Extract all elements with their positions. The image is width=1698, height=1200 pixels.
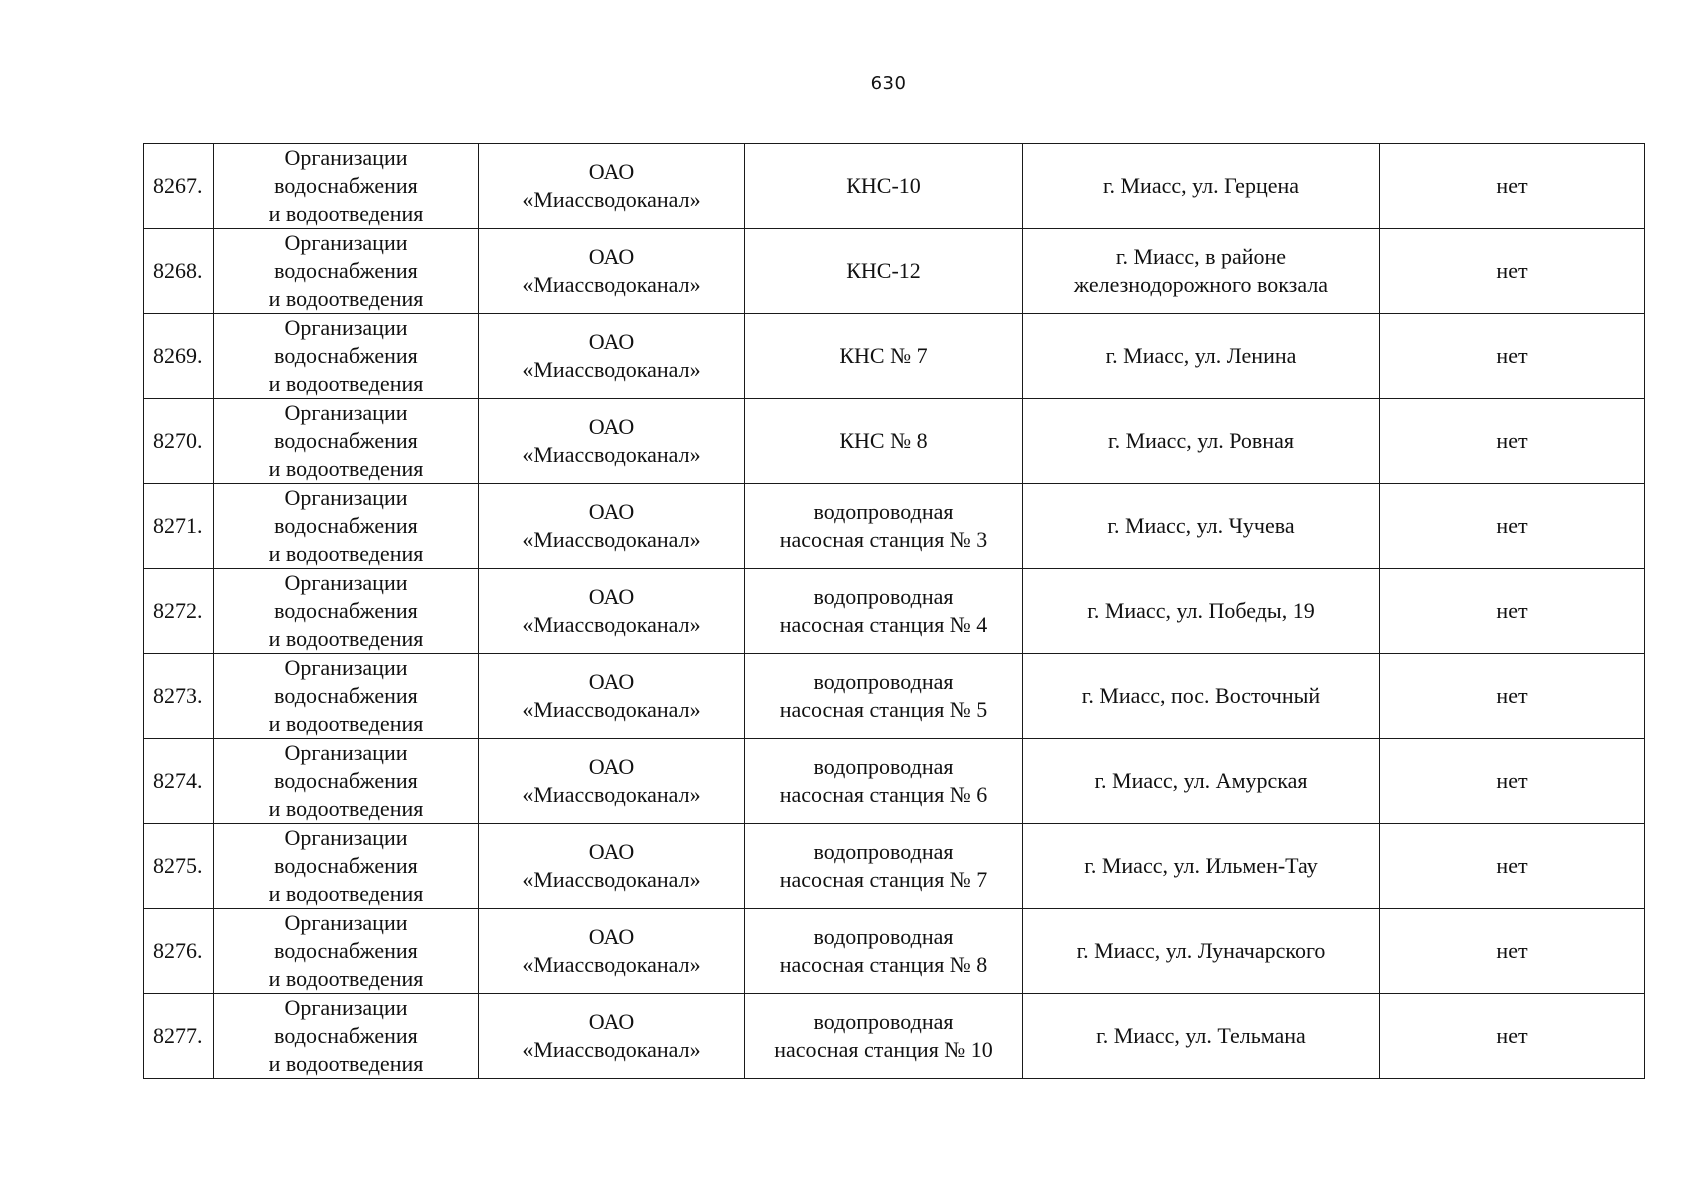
cell-status: нет bbox=[1380, 144, 1645, 229]
cell-category: Организации водоснабжения и водоотведения bbox=[214, 484, 479, 569]
cell-number: 8267. bbox=[144, 144, 214, 229]
cell-number: 8271. bbox=[144, 484, 214, 569]
cell-status: нет bbox=[1380, 739, 1645, 824]
cell-status: нет bbox=[1380, 909, 1645, 994]
cell-category: Организации водоснабжения и водоотведения bbox=[214, 909, 479, 994]
cell-number: 8270. bbox=[144, 399, 214, 484]
cell-organization: ОАО «Миассводоканал» bbox=[479, 739, 745, 824]
cell-status: нет bbox=[1380, 229, 1645, 314]
cell-number: 8277. bbox=[144, 994, 214, 1079]
table-row bbox=[144, 824, 1645, 909]
cell-address: г. Миасс, ул. Ильмен-Тау bbox=[1023, 824, 1380, 909]
cell-number: 8275. bbox=[144, 824, 214, 909]
cell-address: г. Миасс, ул. Ровная bbox=[1023, 399, 1380, 484]
cell-number: 8276. bbox=[144, 909, 214, 994]
cell-address: г. Миасс, в районе железнодорожного вокзала bbox=[1023, 229, 1380, 314]
cell-number: 8272. bbox=[144, 569, 214, 654]
cell-status: нет bbox=[1380, 484, 1645, 569]
cell-category: Организации водоснабжения и водоотведения bbox=[214, 994, 479, 1079]
cell-facility: водопроводная насосная станция № 6 bbox=[745, 739, 1023, 824]
table-row bbox=[144, 314, 1645, 399]
cell-facility: водопроводная насосная станция № 8 bbox=[745, 909, 1023, 994]
cell-status: нет bbox=[1380, 654, 1645, 739]
cell-category: Организации водоснабжения и водоотведения bbox=[214, 314, 479, 399]
page-number: 630 bbox=[870, 73, 907, 94]
table-row bbox=[144, 484, 1645, 569]
cell-organization: ОАО «Миассводоканал» bbox=[479, 569, 745, 654]
cell-address: г. Миасс, ул. Победы, 19 bbox=[1023, 569, 1380, 654]
registry-table-body bbox=[144, 144, 1645, 1079]
cell-organization: ОАО «Миассводоканал» bbox=[479, 824, 745, 909]
cell-category: Организации водоснабжения и водоотведения bbox=[214, 654, 479, 739]
table-row bbox=[144, 739, 1645, 824]
cell-category: Организации водоснабжения и водоотведения bbox=[214, 739, 479, 824]
cell-number: 8268. bbox=[144, 229, 214, 314]
cell-facility: КНС-10 bbox=[745, 144, 1023, 229]
cell-address: г. Миасс, ул. Луначарского bbox=[1023, 909, 1380, 994]
table-row bbox=[144, 909, 1645, 994]
table-row bbox=[144, 399, 1645, 484]
cell-status: нет bbox=[1380, 314, 1645, 399]
table-row bbox=[144, 569, 1645, 654]
cell-address: г. Миасс, ул. Ленина bbox=[1023, 314, 1380, 399]
registry-table bbox=[143, 143, 1645, 1079]
cell-category: Организации водоснабжения и водоотведения bbox=[214, 229, 479, 314]
cell-number: 8274. bbox=[144, 739, 214, 824]
cell-organization: ОАО «Миассводоканал» bbox=[479, 994, 745, 1079]
cell-facility: водопроводная насосная станция № 10 bbox=[745, 994, 1023, 1079]
cell-status: нет bbox=[1380, 569, 1645, 654]
cell-address: г. Миасс, ул. Чучева bbox=[1023, 484, 1380, 569]
cell-address: г. Миасс, ул. Тельмана bbox=[1023, 994, 1380, 1079]
cell-address: г. Миасс, ул. Амурская bbox=[1023, 739, 1380, 824]
table-row bbox=[144, 654, 1645, 739]
cell-facility: водопроводная насосная станция № 5 bbox=[745, 654, 1023, 739]
table-row bbox=[144, 144, 1645, 229]
cell-facility: водопроводная насосная станция № 4 bbox=[745, 569, 1023, 654]
cell-category: Организации водоснабжения и водоотведения bbox=[214, 824, 479, 909]
cell-facility: водопроводная насосная станция № 7 bbox=[745, 824, 1023, 909]
cell-address: г. Миасс, пос. Восточный bbox=[1023, 654, 1380, 739]
cell-organization: ОАО «Миассводоканал» bbox=[479, 144, 745, 229]
cell-facility: КНС № 8 bbox=[745, 399, 1023, 484]
cell-category: Организации водоснабжения и водоотведения bbox=[214, 144, 479, 229]
cell-number: 8269. bbox=[144, 314, 214, 399]
cell-organization: ОАО «Миассводоканал» bbox=[479, 654, 745, 739]
cell-organization: ОАО «Миассводоканал» bbox=[479, 909, 745, 994]
table-row bbox=[144, 229, 1645, 314]
table-row bbox=[144, 994, 1645, 1079]
cell-organization: ОАО «Миассводоканал» bbox=[479, 484, 745, 569]
cell-status: нет bbox=[1380, 399, 1645, 484]
cell-number: 8273. bbox=[144, 654, 214, 739]
cell-category: Организации водоснабжения и водоотведения bbox=[214, 569, 479, 654]
cell-organization: ОАО «Миассводоканал» bbox=[479, 314, 745, 399]
cell-organization: ОАО «Миассводоканал» bbox=[479, 399, 745, 484]
cell-facility: КНС-12 bbox=[745, 229, 1023, 314]
cell-address: г. Миасс, ул. Герцена bbox=[1023, 144, 1380, 229]
cell-facility: КНС № 7 bbox=[745, 314, 1023, 399]
cell-status: нет bbox=[1380, 824, 1645, 909]
cell-status: нет bbox=[1380, 994, 1645, 1079]
cell-category: Организации водоснабжения и водоотведения bbox=[214, 399, 479, 484]
cell-organization: ОАО «Миассводоканал» bbox=[479, 229, 745, 314]
cell-facility: водопроводная насосная станция № 3 bbox=[745, 484, 1023, 569]
